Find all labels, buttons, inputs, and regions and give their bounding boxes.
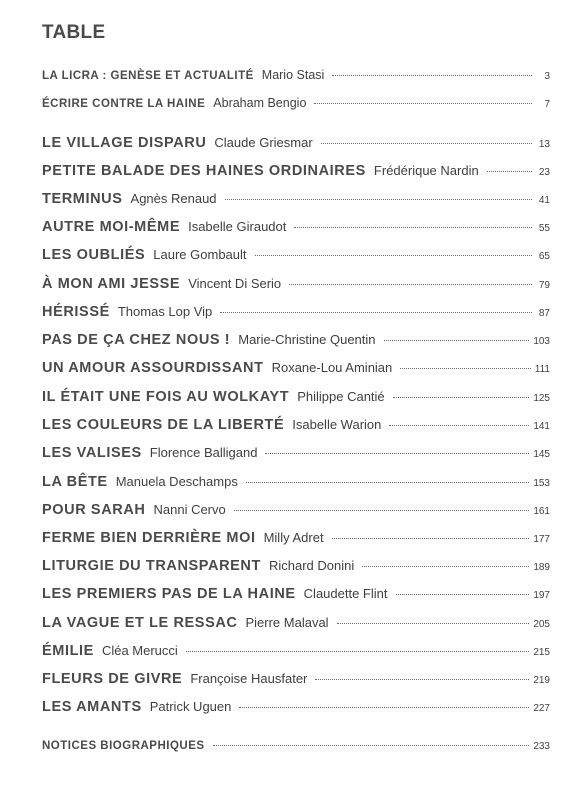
toc-entry[interactable]	[42, 699, 550, 715]
entry-title: PETITE BALADE DES HAINES ORDINAIRES	[42, 163, 366, 179]
entry-author: Richard Donini	[268, 558, 355, 573]
entry-page-number: 7	[544, 99, 550, 110]
entry-title: LITURGIE DU TRANSPARENT	[42, 558, 261, 574]
entry-author: Isabelle Giraudot	[188, 219, 287, 234]
toc-entry[interactable]	[42, 96, 550, 110]
entry-title: AUTRE MOI-MÊME	[42, 219, 181, 235]
entry-author: Françoise Hausfater	[190, 671, 308, 686]
entry-page-number: 125	[533, 393, 550, 404]
entry-title: LES PREMIERS PAS DE LA HAINE	[42, 586, 296, 602]
toc-entry[interactable]	[42, 219, 550, 235]
entry-page-number: 197	[533, 590, 550, 601]
dot-leader	[362, 566, 529, 567]
entry-page-number: 23	[538, 167, 550, 178]
entry-title: FLEURS DE GIVRE	[42, 671, 183, 687]
toc-entry[interactable]	[42, 502, 550, 518]
entry-page-number: 65	[538, 251, 550, 262]
entry-page-number: 177	[533, 534, 550, 545]
toc-entry[interactable]	[42, 740, 550, 752]
toc-entry[interactable]	[42, 586, 550, 602]
entry-title: POUR SARAH	[42, 502, 146, 518]
dot-leader	[255, 255, 532, 256]
entry-author: Claudette Flint	[303, 586, 388, 601]
entry-title: NOTICES BIOGRAPHIQUES	[42, 740, 205, 752]
dot-leader	[389, 425, 529, 426]
entry-author: Marie-Christine Quentin	[238, 332, 376, 347]
page-title: TABLE	[42, 22, 106, 43]
entry-author: Cléa Merucci	[101, 643, 178, 658]
entry-title: LES VALISES	[42, 445, 142, 461]
entry-title: ÉMILIE	[42, 643, 94, 659]
entry-author: Claude Griesmar	[214, 135, 313, 150]
entry-title: FERME BIEN DERRIÈRE MOI	[42, 530, 256, 546]
entry-page-number: 111	[534, 364, 550, 375]
entry-author: Laure Gombault	[153, 247, 247, 262]
entry-author: Frédérique Nardin	[373, 163, 479, 178]
entry-title: LA BÊTE	[42, 474, 108, 490]
dot-leader	[213, 745, 530, 746]
entry-page-number: 79	[538, 280, 550, 291]
dot-leader	[220, 312, 532, 313]
toc-entry[interactable]	[42, 332, 550, 348]
entry-title: LA LICRA : GENÈSE ET ACTUALITÉ	[42, 70, 254, 82]
entry-author: Isabelle Warion	[292, 417, 382, 432]
entry-title: ÉCRIRE CONTRE LA HAINE	[42, 98, 206, 110]
entry-page-number: 103	[533, 336, 550, 347]
entry-title: LES COULEURS DE LA LIBERTÉ	[42, 417, 285, 433]
dot-leader	[265, 453, 529, 454]
entry-title: PAS DE ÇA CHEZ NOUS !	[42, 332, 231, 348]
entry-author: Roxane-Lou Aminian	[271, 360, 393, 375]
toc-entry[interactable]	[42, 304, 550, 320]
entry-page-number: 161	[533, 506, 550, 517]
toc-entry[interactable]	[42, 360, 550, 376]
entry-title: TERMINUS	[42, 191, 123, 207]
entry-page-number: 3	[544, 71, 550, 82]
entry-author: Milly Adret	[263, 530, 324, 545]
entry-title: IL ÉTAIT UNE FOIS AU WOLKAYT	[42, 389, 290, 405]
dot-leader	[294, 227, 532, 228]
dot-leader	[186, 651, 530, 652]
entry-author: Nanni Cervo	[153, 502, 226, 517]
dot-leader	[487, 171, 532, 172]
entry-page-number: 153	[533, 478, 550, 489]
entry-author: Vincent Di Serio	[188, 276, 282, 291]
dot-leader	[239, 707, 529, 708]
toc-entry[interactable]	[42, 389, 550, 405]
dot-leader	[321, 143, 532, 144]
entry-page-number: 205	[533, 619, 550, 630]
entry-author: Florence Balligand	[149, 445, 258, 460]
entry-author: Philippe Cantié	[297, 389, 385, 404]
toc-entry[interactable]	[42, 671, 550, 687]
entry-page-number: 227	[533, 703, 550, 714]
entry-page-number: 219	[533, 675, 550, 686]
dot-leader	[393, 397, 530, 398]
entry-title: LE VILLAGE DISPARU	[42, 135, 207, 151]
entry-title: À MON AMI JESSE	[42, 276, 181, 292]
entry-page-number: 141	[533, 421, 550, 432]
entry-author: Agnès Renaud	[130, 191, 217, 206]
entry-author: Manuela Deschamps	[115, 474, 238, 489]
dot-leader	[384, 340, 530, 341]
entry-page-number: 233	[533, 741, 550, 752]
toc-entry[interactable]	[42, 276, 550, 292]
toc-entry[interactable]	[42, 615, 550, 631]
dot-leader	[337, 623, 530, 624]
entry-page-number: 215	[533, 647, 550, 658]
toc-entry[interactable]	[42, 163, 550, 179]
entry-author: Pierre Malaval	[245, 615, 329, 630]
entry-page-number: 145	[533, 449, 550, 460]
toc-entry[interactable]	[42, 68, 550, 82]
toc-entry[interactable]	[42, 191, 550, 207]
toc-entry[interactable]	[42, 135, 550, 151]
dot-leader	[246, 482, 529, 483]
entry-page-number: 87	[538, 308, 550, 319]
entry-title: LA VAGUE ET LE RESSAC	[42, 615, 238, 631]
toc-entry[interactable]	[42, 445, 550, 461]
entry-page-number: 41	[538, 195, 550, 206]
toc-entry[interactable]	[42, 247, 550, 263]
entry-title: LES OUBLIÉS	[42, 247, 146, 263]
toc-entry[interactable]	[42, 530, 550, 546]
entry-title: HÉRISSÉ	[42, 304, 110, 320]
toc-entry[interactable]	[42, 558, 550, 574]
entry-title: LES AMANTS	[42, 699, 142, 715]
dot-leader	[396, 594, 530, 595]
toc-entry[interactable]	[42, 643, 550, 659]
entry-title: UN AMOUR ASSOURDISSANT	[42, 360, 264, 376]
entry-page-number: 55	[538, 223, 550, 234]
toc-entry[interactable]	[42, 474, 550, 490]
dot-leader	[289, 284, 532, 285]
dot-leader	[332, 75, 532, 76]
entry-page-number: 13	[538, 139, 550, 150]
dot-leader	[400, 368, 531, 369]
entry-author: Thomas Lop Vip	[117, 304, 213, 319]
dot-leader	[234, 510, 530, 511]
dot-leader	[225, 199, 532, 200]
dot-leader	[314, 103, 532, 104]
entry-author: Patrick Uguen	[149, 699, 232, 714]
entry-page-number: 189	[533, 562, 550, 573]
toc-entry[interactable]	[42, 417, 550, 433]
dot-leader	[315, 679, 529, 680]
dot-leader	[332, 538, 530, 539]
entry-author: Abraham Bengio	[213, 96, 307, 110]
entry-author: Mario Stasi	[261, 68, 325, 82]
